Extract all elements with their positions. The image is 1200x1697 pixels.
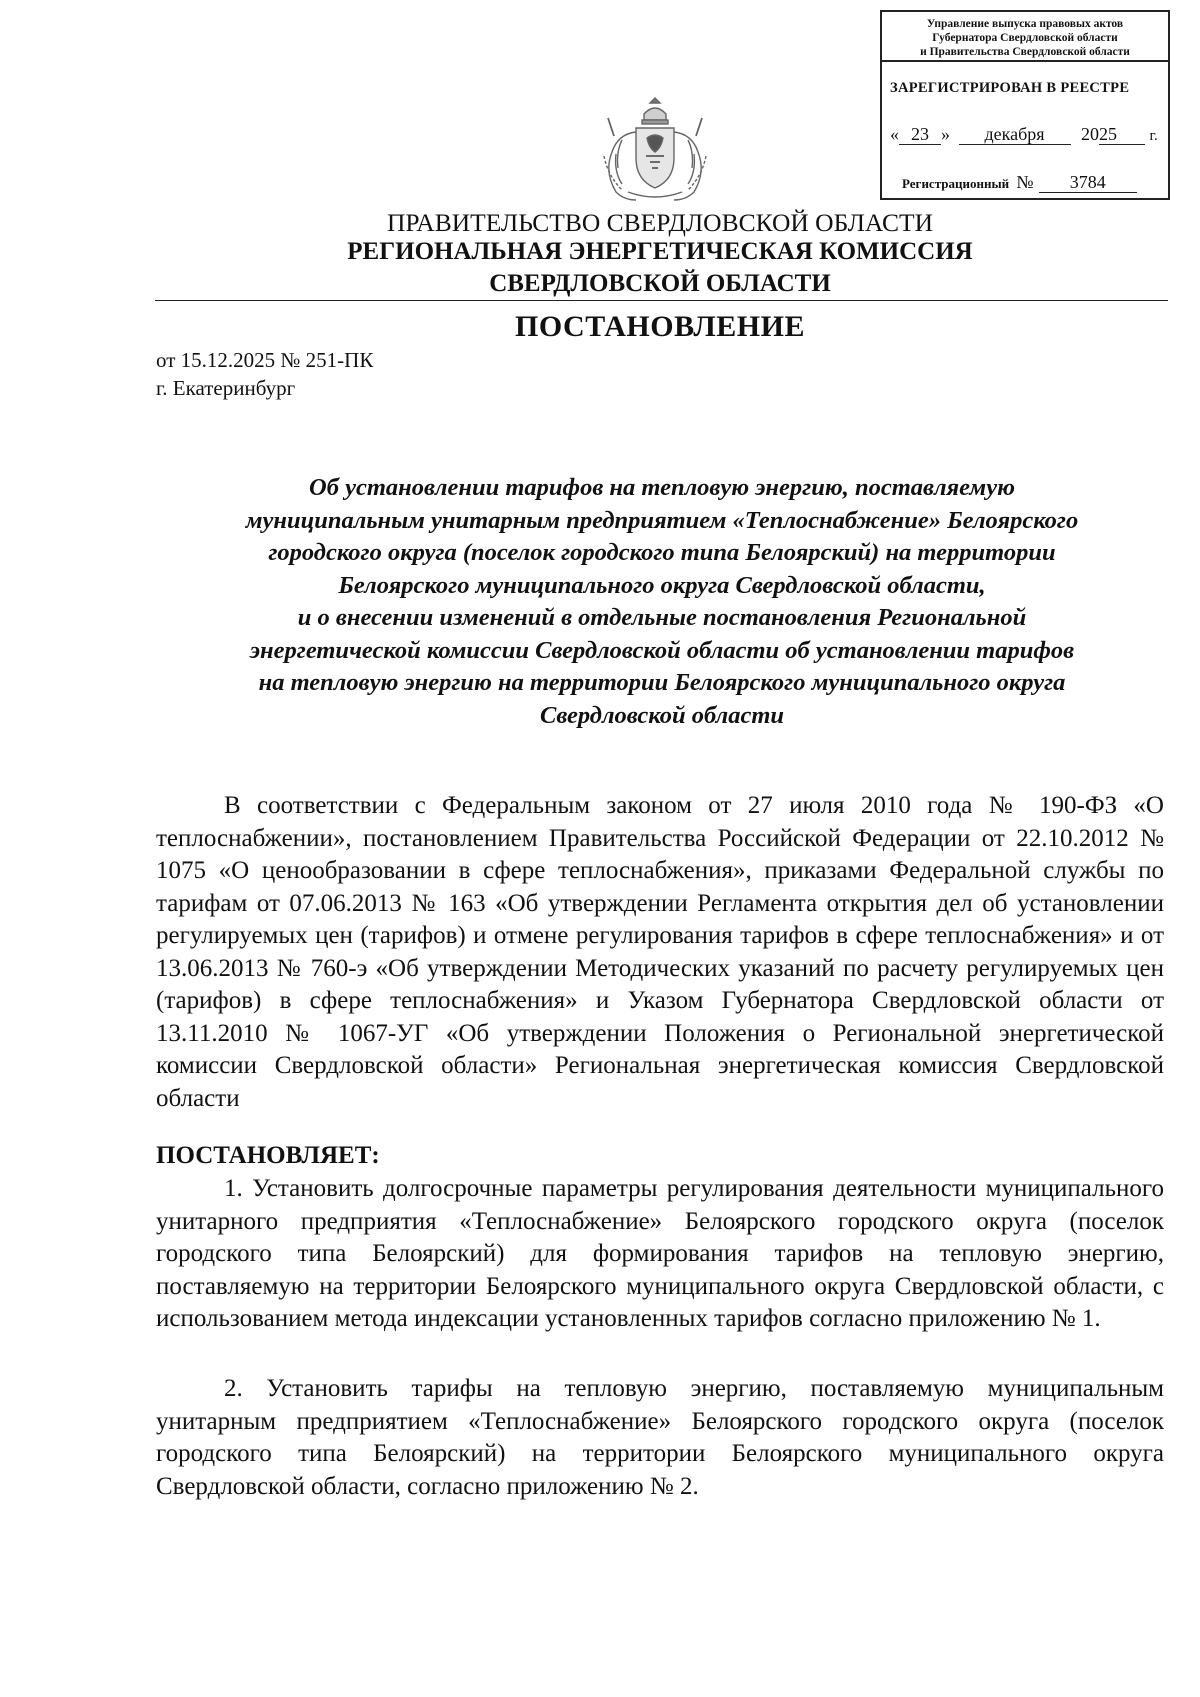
subject-line: Белоярского муниципального округа Свердловской области,	[338, 571, 986, 599]
stamp-header	[882, 12, 1168, 62]
commission-name-line2: СВЕРДЛОВСКОЙ ОБЛАСТИ	[489, 270, 831, 297]
stamp-year-abbr: г.	[1149, 128, 1158, 144]
subject-line: муниципальным унитарным предприятием «Теплоснабжение» Белоярского	[245, 506, 1079, 534]
stamp-date-open-quote: «	[890, 124, 899, 144]
stamp-year-suffix: 25	[1099, 124, 1145, 145]
stamp-header-line: и Правительства Свердловской области	[920, 46, 1130, 58]
stamp-date	[890, 124, 1158, 145]
stamp-day: 23	[899, 124, 941, 145]
commission-name-line1: РЕГИОНАЛЬНАЯ ЭНЕРГЕТИЧЕСКАЯ КОМИССИЯ	[347, 238, 973, 265]
stamp-header-line: Управление выпуска правовых актов	[926, 18, 1124, 30]
document-city: г. Екатеринбург	[156, 376, 296, 400]
stamp-registered-label: ЗАРЕГИСТРИРОВАН В РЕЕСТРЕ	[890, 80, 1130, 96]
header-divider	[155, 300, 1168, 301]
stamp-number-sign: №	[1016, 172, 1034, 192]
coat-of-arms-icon	[592, 96, 718, 204]
document-type-title: ПОСТАНОВЛЕНИЕ	[515, 310, 805, 343]
item-2-paragraph: 2. Установить тарифы на тепловую энергию, поставляемую муниципальным унитарным предприятием «Теплоснабжение» Белоярского городского округа (поселок городского типа Белоярский) на территории Белоярского муниципального округа Свердловской области, согласно приложению № 2.	[156, 1375, 1164, 1500]
subject-line: Об установлении тарифов на тепловую энергию, поставляемую	[309, 474, 1015, 501]
stamp-date-close-quote: »	[941, 124, 950, 144]
item-2-section	[156, 1373, 1164, 1503]
stamp-year-prefix: 20	[1081, 124, 1099, 144]
preamble-paragraph: В соответствии с Федеральным законом от 27 июля 2010 года № 190-ФЗ «О теплоснабжении», постановлением Правительства Российской Федерации от 22.10.2012 № 1075 «О ценообразовании в сфере теплоснабжения», приказами Федеральной службы по тарифам от 07.06.2013 № 163 «Об утверждении Регламента открытия дел об установлении регулируемых цен (тарифов) и отмене регулирования тарифов в сфере теплоснабжения» и от 13.06.2013 № 760-э «Об утверждении Методических указаний по расчету регулируемых цен (тарифов) в сфере теплоснабжения» и Указом Губернатора Свердловской области от 13.11.2010 № 1067-УГ «Об утверждении Положения о Региональной энергетической комиссии Свердловской области» Региональная энергетическая комиссия Свердловской области	[156, 792, 1164, 1112]
subject-line: городского округа (поселок городского типа Белоярский) на территории	[268, 539, 1056, 566]
subject-line: и о внесении изменений в отдельные постановления Региональной	[297, 604, 1027, 631]
item-1-section	[156, 1173, 1164, 1336]
item-1-paragraph: 1. Установить долгосрочные параметры регулирования деятельности муниципального унитарного предприятия «Теплоснабжение» Белоярского городского округа (поселок городского типа Белоярский) для формирования тарифов на тепловую энергию, поставляемую на территории Белоярского муниципального округа Свердловской области, с использованием метода индексации установленных тарифов согласно приложению № 1.	[156, 1175, 1164, 1332]
subject-line: на тепловую энергию на территории Белоярского муниципального округа	[258, 669, 1066, 696]
government-name: ПРАВИТЕЛЬСТВО СВЕРДЛОВСКОЙ ОБЛАСТИ	[386, 208, 934, 237]
stamp-number-row	[902, 172, 1137, 193]
decree-heading: ПОСТАНОВЛЯЕТ:	[156, 1142, 380, 1169]
subject-line: Свердловской области	[540, 701, 784, 729]
subject-line: энергетической комиссии Свердловской области об установлении тарифов	[249, 636, 1075, 664]
stamp-reg-number: 3784	[1039, 172, 1137, 193]
stamp-reg-label: Регистрационный	[902, 176, 1010, 191]
document-subject	[150, 472, 1174, 732]
stamp-month: декабря	[959, 124, 1071, 145]
registration-stamp	[880, 10, 1170, 200]
document-date-number: от 15.12.2025 № 251-ПК	[156, 348, 374, 372]
preamble-section	[156, 790, 1164, 1115]
stamp-header-line: Губернатора Свердловской области	[932, 32, 1118, 44]
